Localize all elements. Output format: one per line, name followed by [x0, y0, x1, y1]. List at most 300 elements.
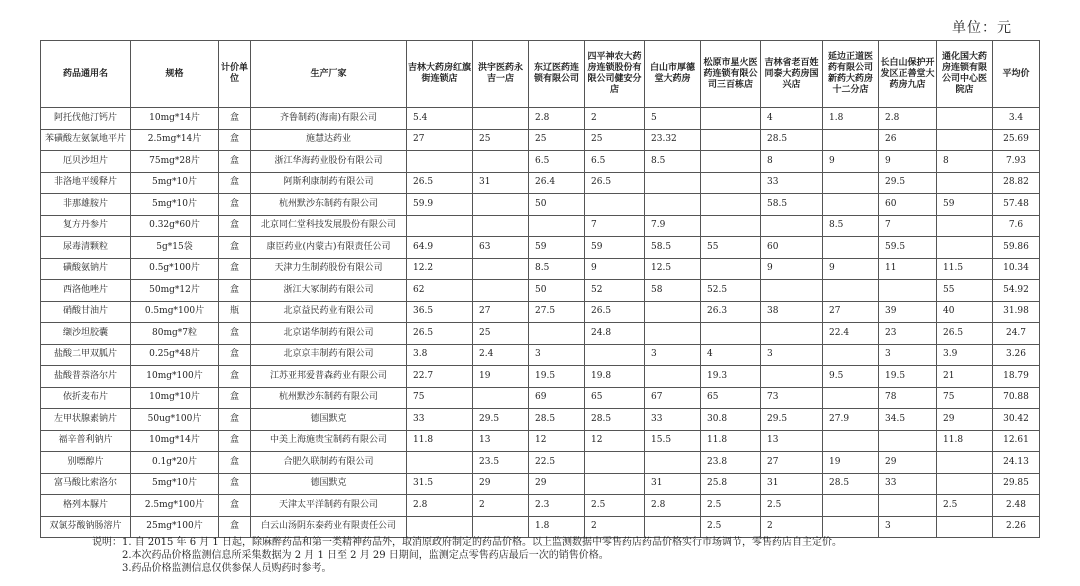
table-cell — [645, 301, 701, 323]
table-cell: 28.5 — [585, 409, 645, 431]
table-cell: 26 — [879, 129, 937, 151]
table-cell: 盒 — [219, 495, 251, 517]
table-cell: 2.4 — [473, 344, 529, 366]
table-cell: 75mg*28片 — [131, 151, 219, 173]
table-cell: 23 — [879, 323, 937, 345]
table-row — [41, 258, 1040, 280]
table-cell — [701, 108, 761, 130]
table-cell — [473, 258, 529, 280]
table-cell: 3 — [645, 344, 701, 366]
column-header: 四平神农大药房连锁股份有限公司健安分店 — [585, 41, 645, 108]
table-cell: 26.5 — [407, 323, 473, 345]
table-cell: 盒 — [219, 215, 251, 237]
table-cell: 22.5 — [529, 452, 585, 474]
table-cell: 11.5 — [937, 258, 993, 280]
table-cell: 0.25g*48片 — [131, 344, 219, 366]
table-cell — [585, 194, 645, 216]
table-cell: 齐鲁制药(海南)有限公司 — [251, 108, 407, 130]
table-cell: 29.5 — [761, 409, 823, 431]
table-cell: 8 — [937, 151, 993, 173]
table-cell: 盒 — [219, 344, 251, 366]
table-cell: 9 — [823, 258, 879, 280]
table-cell: 58.5 — [761, 194, 823, 216]
table-cell: 26.5 — [937, 323, 993, 345]
table-cell: 5mg*10片 — [131, 194, 219, 216]
table-cell: 阿斯利康制药有限公司 — [251, 172, 407, 194]
table-cell: 26.4 — [529, 172, 585, 194]
table-row — [41, 409, 1040, 431]
table-cell: 59 — [937, 194, 993, 216]
table-cell — [937, 237, 993, 259]
column-header: 规格 — [131, 41, 219, 108]
table-cell: 11 — [879, 258, 937, 280]
table-cell: 26.5 — [585, 301, 645, 323]
table-row — [41, 172, 1040, 194]
table-cell: 盐酸二甲双胍片 — [41, 344, 131, 366]
table-cell: 中美上海施贵宝制药有限公司 — [251, 430, 407, 452]
table-cell: 2 — [585, 108, 645, 130]
table-cell: 50mg*12片 — [131, 280, 219, 302]
table-cell — [701, 129, 761, 151]
table-cell — [823, 495, 879, 517]
table-cell — [529, 215, 585, 237]
table-cell: 福辛普利钠片 — [41, 430, 131, 452]
table-cell: 尿毒清颗粒 — [41, 237, 131, 259]
table-cell: 3 — [761, 344, 823, 366]
table-cell: 7 — [585, 215, 645, 237]
table-cell: 27 — [473, 301, 529, 323]
table-cell: 31.5 — [407, 473, 473, 495]
table-cell: 盒 — [219, 366, 251, 388]
table-cell: 27.5 — [529, 301, 585, 323]
table-cell: 40 — [937, 301, 993, 323]
table-cell: 29.5 — [879, 172, 937, 194]
table-cell: 26.3 — [701, 301, 761, 323]
table-cell: 31 — [473, 172, 529, 194]
table-cell — [761, 280, 823, 302]
table-cell — [529, 323, 585, 345]
table-cell: 8.5 — [645, 151, 701, 173]
column-header: 东辽医药连锁有限公司 — [529, 41, 585, 108]
table-cell — [645, 452, 701, 474]
table-cell: 浙江大冢制药有限公司 — [251, 280, 407, 302]
table-row — [41, 237, 1040, 259]
table-row — [41, 516, 1040, 538]
table-cell: 27 — [761, 452, 823, 474]
column-header: 长白山保护开发区正善堂大药房九店 — [879, 41, 937, 108]
table-cell: 24.8 — [585, 323, 645, 345]
table-cell: 12 — [529, 430, 585, 452]
column-header: 松原市星火医药连锁有限公司三百栋店 — [701, 41, 761, 108]
table-cell: 25 — [585, 129, 645, 151]
table-cell: 24.7 — [993, 323, 1040, 345]
table-cell: 硝酸甘油片 — [41, 301, 131, 323]
column-header: 吉林大药房红旗街连锁店 — [407, 41, 473, 108]
table-cell: 11.8 — [937, 430, 993, 452]
table-cell — [407, 151, 473, 173]
table-cell: 29 — [937, 409, 993, 431]
table-cell: 2.5 — [761, 495, 823, 517]
table-row — [41, 108, 1040, 130]
table-cell: 5mg*10片 — [131, 172, 219, 194]
table-cell: 4 — [701, 344, 761, 366]
table-cell: 28.5 — [761, 129, 823, 151]
table-row — [41, 344, 1040, 366]
table-cell: 27 — [823, 301, 879, 323]
column-header: 平均价 — [993, 41, 1040, 108]
table-cell: 23.8 — [701, 452, 761, 474]
table-cell: 盒 — [219, 452, 251, 474]
table-cell: 盒 — [219, 108, 251, 130]
table-cell: 格列本脲片 — [41, 495, 131, 517]
table-row — [41, 301, 1040, 323]
table-cell — [701, 323, 761, 345]
table-cell — [701, 258, 761, 280]
table-cell: 2.5 — [701, 495, 761, 517]
table-cell: 29 — [473, 473, 529, 495]
table-cell: 8.5 — [823, 215, 879, 237]
table-cell: 盒 — [219, 387, 251, 409]
table-cell: 50 — [529, 280, 585, 302]
table-cell: 2.5 — [701, 516, 761, 538]
table-cell: 65 — [701, 387, 761, 409]
table-cell: 天津力生制药股份有限公司 — [251, 258, 407, 280]
table-row — [41, 452, 1040, 474]
table-cell: 合肥久联制药有限公司 — [251, 452, 407, 474]
column-header: 洪宇医药永吉一店 — [473, 41, 529, 108]
table-cell: 盒 — [219, 516, 251, 538]
column-header: 吉林省老百姓同泰大药房国兴店 — [761, 41, 823, 108]
table-cell: 78 — [879, 387, 937, 409]
table-cell: 0.5mg*100片 — [131, 301, 219, 323]
table-cell — [645, 323, 701, 345]
table-cell: 瓶 — [219, 301, 251, 323]
table-cell: 浙江华海药业股份有限公司 — [251, 151, 407, 173]
table-cell: 33 — [761, 172, 823, 194]
table-cell — [407, 215, 473, 237]
table-row — [41, 430, 1040, 452]
table-cell: 11.8 — [701, 430, 761, 452]
table-cell — [823, 344, 879, 366]
table-cell: 67 — [645, 387, 701, 409]
table-cell: 25mg*100片 — [131, 516, 219, 538]
table-cell: 6.5 — [585, 151, 645, 173]
table-cell: 29.5 — [473, 409, 529, 431]
table-cell: 北京同仁堂科技发展股份有限公司 — [251, 215, 407, 237]
table-cell: 27 — [407, 129, 473, 151]
table-cell: 39 — [879, 301, 937, 323]
table-cell: 25.69 — [993, 129, 1040, 151]
table-row — [41, 323, 1040, 345]
table-row — [41, 151, 1040, 173]
table-cell: 19.5 — [529, 366, 585, 388]
table-cell: 8.5 — [529, 258, 585, 280]
table-cell: 1.8 — [529, 516, 585, 538]
column-header: 白山市厚德堂大药房 — [645, 41, 701, 108]
table-cell: 80mg*7粒 — [131, 323, 219, 345]
table-cell — [937, 129, 993, 151]
table-cell: 非那雄胺片 — [41, 194, 131, 216]
table-row — [41, 366, 1040, 388]
table-cell: 25 — [473, 323, 529, 345]
table-cell — [823, 129, 879, 151]
table-cell: 9 — [879, 151, 937, 173]
table-cell: 盒 — [219, 194, 251, 216]
table-cell: 盒 — [219, 237, 251, 259]
table-cell: 西洛他唑片 — [41, 280, 131, 302]
table-cell: 杭州默沙东制药有限公司 — [251, 387, 407, 409]
table-cell: 10mg*100片 — [131, 366, 219, 388]
table-cell — [645, 172, 701, 194]
table-cell: 5.4 — [407, 108, 473, 130]
table-cell: 0.32g*60片 — [131, 215, 219, 237]
table-cell — [407, 516, 473, 538]
column-header: 通化国大药房连锁有限公司中心医院店 — [937, 41, 993, 108]
table-cell: 59.5 — [879, 237, 937, 259]
table-cell: 10mg*14片 — [131, 430, 219, 452]
table-cell: 2.8 — [529, 108, 585, 130]
table-cell: 2.26 — [993, 516, 1040, 538]
table-row — [41, 194, 1040, 216]
table-cell: 盒 — [219, 473, 251, 495]
table-row — [41, 280, 1040, 302]
note-line: 说明：1. 自 2015 年 6 月 1 日起，除麻醉药品和第一类精神药品外，取消原政府制定的药品价格。以上监测数据中零售药店药品价格实行市场调节，零售药店自主定价。 — [92, 537, 842, 548]
table-cell: 59 — [585, 237, 645, 259]
table-cell: 62 — [407, 280, 473, 302]
column-header: 延边正道医药有限公司新药大药房十二分店 — [823, 41, 879, 108]
table-cell: 盒 — [219, 323, 251, 345]
table-row — [41, 495, 1040, 517]
table-cell: 7 — [879, 215, 937, 237]
table-cell: 江苏亚邦爱普森药业有限公司 — [251, 366, 407, 388]
table-cell: 13 — [761, 430, 823, 452]
table-cell: 23.32 — [645, 129, 701, 151]
table-cell: 2.3 — [529, 495, 585, 517]
table-cell: 55 — [937, 280, 993, 302]
table-cell: 19.5 — [879, 366, 937, 388]
table-cell: 59.9 — [407, 194, 473, 216]
table-cell: 60 — [761, 237, 823, 259]
table-cell: 25 — [529, 129, 585, 151]
table-cell: 58.5 — [645, 237, 701, 259]
table-cell: 2.5 — [585, 495, 645, 517]
table-cell — [937, 452, 993, 474]
table-cell — [585, 473, 645, 495]
table-cell — [823, 237, 879, 259]
table-cell: 7.6 — [993, 215, 1040, 237]
table-cell — [701, 151, 761, 173]
table-cell: 2.8 — [407, 495, 473, 517]
table-cell: 22.7 — [407, 366, 473, 388]
table-cell: 3 — [879, 516, 937, 538]
table-cell — [473, 280, 529, 302]
table-cell: 德国默克 — [251, 473, 407, 495]
table-cell: 25.8 — [701, 473, 761, 495]
table-cell — [823, 516, 879, 538]
table-cell — [473, 151, 529, 173]
table-cell: 34.5 — [879, 409, 937, 431]
table-cell: 21 — [937, 366, 993, 388]
table-cell: 23.5 — [473, 452, 529, 474]
table-cell: 55 — [701, 237, 761, 259]
table-cell — [585, 344, 645, 366]
table-cell — [823, 387, 879, 409]
table-cell: 38 — [761, 301, 823, 323]
table-cell: 1.8 — [823, 108, 879, 130]
table-cell — [937, 172, 993, 194]
table-cell: 3.8 — [407, 344, 473, 366]
table-cell: 29 — [879, 452, 937, 474]
table-cell — [407, 452, 473, 474]
unit-label: 单位：元 — [952, 20, 1012, 36]
table-cell — [823, 430, 879, 452]
table-cell: 左甲状腺素钠片 — [41, 409, 131, 431]
table-cell: 9 — [823, 151, 879, 173]
table-cell: 苯磺酸左氨氯地平片 — [41, 129, 131, 151]
table-cell — [473, 108, 529, 130]
table-cell: 盒 — [219, 151, 251, 173]
table-row — [41, 129, 1040, 151]
table-cell — [473, 516, 529, 538]
table-cell: 0.5g*100片 — [131, 258, 219, 280]
table-cell: 58 — [645, 280, 701, 302]
table-cell — [823, 194, 879, 216]
table-cell: 33 — [645, 409, 701, 431]
table-cell: 12.2 — [407, 258, 473, 280]
table-cell: 75 — [407, 387, 473, 409]
table-cell: 26.5 — [407, 172, 473, 194]
table-cell: 52 — [585, 280, 645, 302]
table-cell — [761, 215, 823, 237]
table-cell: 29 — [529, 473, 585, 495]
table-cell: 69 — [529, 387, 585, 409]
table-cell — [645, 366, 701, 388]
table-cell: 康臣药业(内蒙古)有限责任公司 — [251, 237, 407, 259]
table-cell: 5 — [645, 108, 701, 130]
table-cell — [937, 108, 993, 130]
table-row — [41, 473, 1040, 495]
table-cell: 50 — [529, 194, 585, 216]
table-cell: 3.9 — [937, 344, 993, 366]
table-cell: 59 — [529, 237, 585, 259]
note-line: 3.药品价格监测信息仅供参保人员购药时参考。 — [122, 563, 332, 574]
table-cell: 28.5 — [823, 473, 879, 495]
table-cell — [937, 516, 993, 538]
table-cell: 73 — [761, 387, 823, 409]
table-cell: 4 — [761, 108, 823, 130]
table-cell: 缬沙坦胶囊 — [41, 323, 131, 345]
table-cell: 54.92 — [993, 280, 1040, 302]
table-row — [41, 215, 1040, 237]
table-cell: 19 — [473, 366, 529, 388]
table-cell — [701, 194, 761, 216]
table-cell: 7.93 — [993, 151, 1040, 173]
table-cell: 盒 — [219, 258, 251, 280]
price-table — [40, 40, 1040, 538]
table-cell: 12 — [585, 430, 645, 452]
table-header-row — [41, 41, 1040, 108]
table-cell: 北京京丰制药有限公司 — [251, 344, 407, 366]
table-cell: 富马酸比索洛尔 — [41, 473, 131, 495]
table-cell: 双氯芬酸钠肠溶片 — [41, 516, 131, 538]
table-cell — [473, 194, 529, 216]
table-cell: 10.34 — [993, 258, 1040, 280]
column-header: 生产厂家 — [251, 41, 407, 108]
table-cell — [473, 215, 529, 237]
table-cell — [761, 323, 823, 345]
table-cell: 75 — [937, 387, 993, 409]
table-cell: 天津太平洋制药有限公司 — [251, 495, 407, 517]
table-cell: 德国默克 — [251, 409, 407, 431]
table-cell — [701, 215, 761, 237]
table-cell: 31 — [645, 473, 701, 495]
table-cell: 8 — [761, 151, 823, 173]
table-cell: 2.5 — [937, 495, 993, 517]
table-cell: 3.4 — [993, 108, 1040, 130]
notes — [92, 536, 842, 575]
note-line: 2.本次药品价格监测信息所采集数据为 2 月 1 日至 2 月 29 日期间，监测定点零售药店最后一次的销售价格。 — [122, 550, 609, 561]
table-cell: 28.5 — [529, 409, 585, 431]
table-cell: 9.5 — [823, 366, 879, 388]
table-cell: 65 — [585, 387, 645, 409]
table-cell: 磺酸氨钠片 — [41, 258, 131, 280]
table-cell: 厄贝沙坦片 — [41, 151, 131, 173]
table-cell: 59.86 — [993, 237, 1040, 259]
table-cell — [473, 387, 529, 409]
table-cell: 13 — [473, 430, 529, 452]
table-cell: 盒 — [219, 172, 251, 194]
table-cell: 盒 — [219, 430, 251, 452]
table-cell: 11.8 — [407, 430, 473, 452]
table-cell: 64.9 — [407, 237, 473, 259]
table-cell: 29.85 — [993, 473, 1040, 495]
table-cell: 70.88 — [993, 387, 1040, 409]
table-cell: 非洛地平缓释片 — [41, 172, 131, 194]
column-header: 计价单位 — [219, 41, 251, 108]
table-cell: 24.13 — [993, 452, 1040, 474]
table-cell: 50ug*100片 — [131, 409, 219, 431]
table-cell — [879, 495, 937, 517]
table-cell: 3.26 — [993, 344, 1040, 366]
table-cell: 别嘌醇片 — [41, 452, 131, 474]
table-cell: 19.3 — [701, 366, 761, 388]
table-cell: 2.8 — [645, 495, 701, 517]
table-cell: 北京诺华制药有限公司 — [251, 323, 407, 345]
table-cell: 杭州默沙东制药有限公司 — [251, 194, 407, 216]
table-cell: 盒 — [219, 409, 251, 431]
table-cell: 22.4 — [823, 323, 879, 345]
table-cell: 6.5 — [529, 151, 585, 173]
column-header: 药品通用名 — [41, 41, 131, 108]
table-cell: 3 — [529, 344, 585, 366]
table-cell — [937, 473, 993, 495]
table-cell: 30.42 — [993, 409, 1040, 431]
table-cell: 2 — [761, 516, 823, 538]
table-cell: 33 — [879, 473, 937, 495]
table-cell: 3 — [879, 344, 937, 366]
table-cell: 26.5 — [585, 172, 645, 194]
table-cell: 2.48 — [993, 495, 1040, 517]
table-cell: 15.5 — [645, 430, 701, 452]
table-cell: 9 — [761, 258, 823, 280]
table-cell: 施慧达药业 — [251, 129, 407, 151]
table-cell — [645, 194, 701, 216]
table-row — [41, 387, 1040, 409]
table-cell: 0.1g*20片 — [131, 452, 219, 474]
table-cell: 12.5 — [645, 258, 701, 280]
table-cell: 19 — [823, 452, 879, 474]
table-cell: 60 — [879, 194, 937, 216]
